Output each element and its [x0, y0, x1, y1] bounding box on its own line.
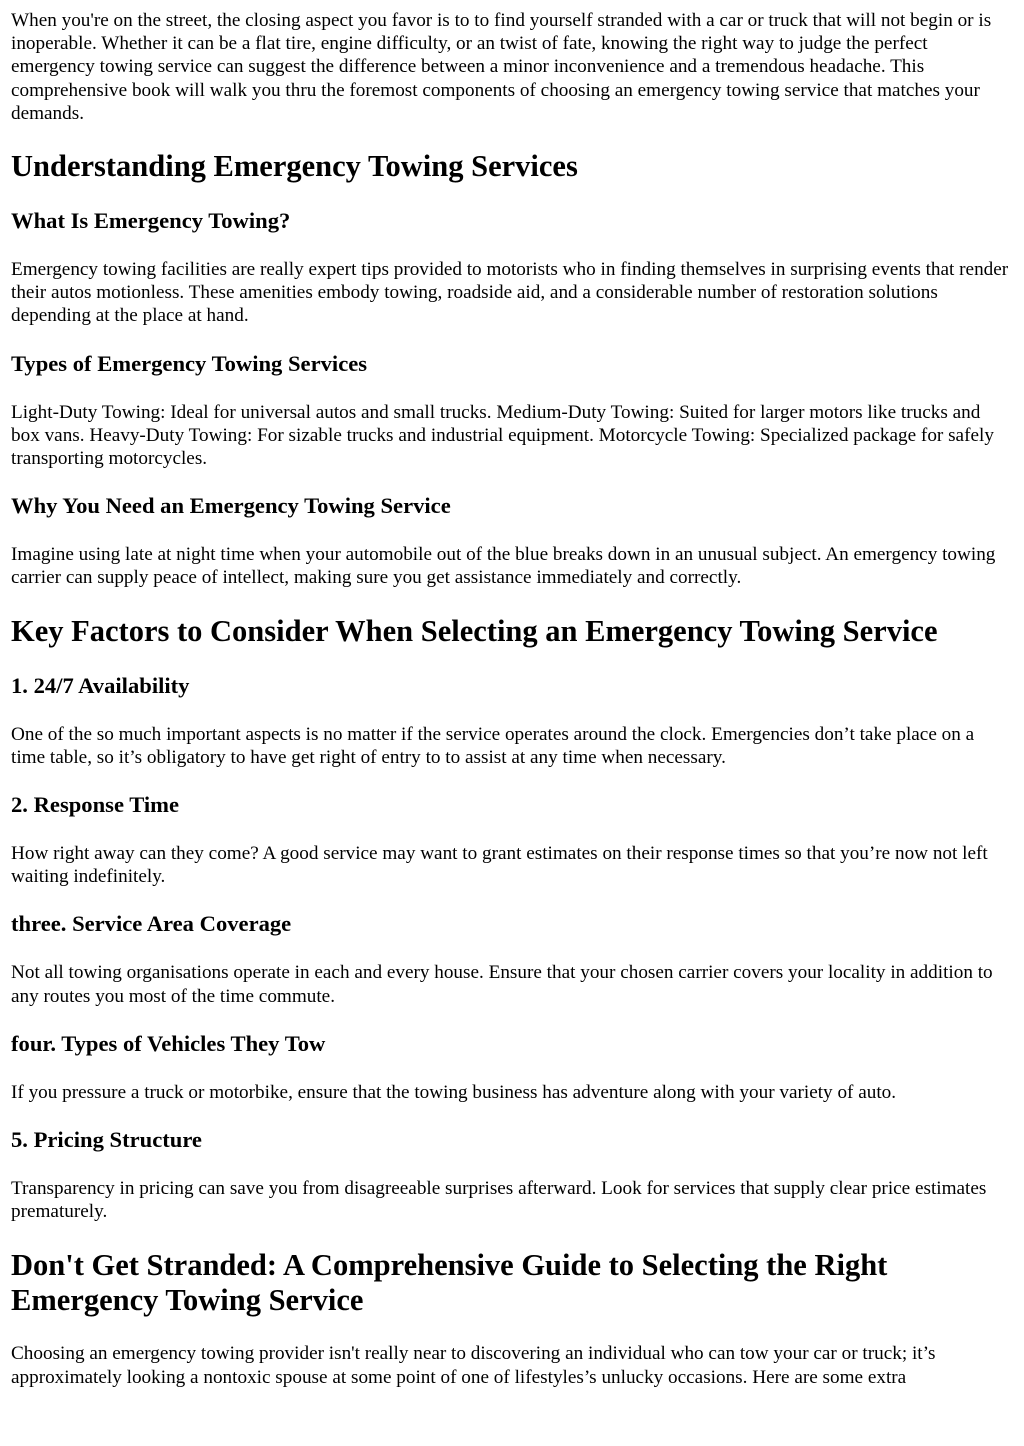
- subheading-pricing: 5. Pricing Structure: [11, 1127, 202, 1153]
- section-heading-understanding: Understanding Emergency Towing Services: [11, 149, 578, 184]
- intro-paragraph: When you're on the street, the closing aspect you favor is to to find yourself stranded with a car or truck that will not begin or is inoperable. Whether it can be a flat tire, engine difficulty, or an twist of fate, knowing the right way to judge the perfect emergency towing service can suggest the difference between a minor inconvenience and a tremendous headache. This comprehensive book will walk you thru the foremost components of choosing an emergency towing service that matches your demands.: [11, 10, 992, 124]
- subheading-why-you-need: Why You Need an Emergency Towing Service: [11, 493, 451, 519]
- paragraph-response-time: How right away can they come? A good service may want to grant estimates on their response times so that you’re now not left waiting indefinitely.: [11, 843, 988, 888]
- paragraph-pricing: Transparency in pricing can save you from disagreeable surprises afterward. Look for services that supply clear price estimates prematurely.: [11, 1178, 987, 1223]
- subheading-availability: 1. 24/7 Availability: [11, 672, 190, 698]
- subheading-what-is-towing: What Is Emergency Towing?: [11, 208, 291, 234]
- paragraph-why-you-need: Imagine using late at night time when your automobile out of the blue breaks down in an unusual subject. An emergency towing carrier can supply peace of intellect, making sure you get assistance immediately and correctly.: [11, 544, 996, 589]
- subheading-types-of-towing: Types of Emergency Towing Services: [11, 350, 368, 376]
- paragraph-vehicle-types: If you pressure a truck or motorbike, ensure that the towing business has adventure along with your variety of auto.: [11, 1081, 897, 1103]
- paragraph-availability: One of the so much important aspects is no matter if the service operates around the clock. Emergencies don’t take place on a time table, so it’s obligatory to have get right of entry to to assist at any time when necessary.: [11, 723, 975, 768]
- section-heading-key-factors: Key Factors to Consider When Selecting an Emergency Towing Service: [11, 613, 938, 648]
- section-heading-dont-get-stranded: Don't Get Stranded: A Comprehensive Guide to Selecting the Right Emergency Towing Service: [11, 1248, 888, 1318]
- paragraph-what-is-towing: Emergency towing facilities are really expert tips provided to motorists who in finding themselves in surprising events that render their autos motionless. These amenities embody towing, roadside aid, and a considerable number of restoration solutions depending at the place at hand.: [11, 259, 1009, 327]
- paragraph-dont-get-stranded: Choosing an emergency towing provider isn't really near to discovering an individual who can tow your car or truck; it’s approximately looking a nontoxic spouse at some point of one of lifestyles’s unlucky occasions. Here are some extra: [11, 1343, 936, 1388]
- subheading-vehicle-types: four. Types of Vehicles They Tow: [11, 1030, 326, 1056]
- subheading-response-time: 2. Response Time: [11, 792, 180, 818]
- paragraph-service-area: Not all towing organisations operate in each and every house. Ensure that your chosen carrier covers your locality in addition to any routes you most of the time commute.: [11, 962, 993, 1007]
- subheading-service-area: three. Service Area Coverage: [11, 911, 292, 937]
- paragraph-types-of-towing: Light-Duty Towing: Ideal for universal autos and small trucks. Medium-Duty Towing: Suited for larger motors like trucks and box vans. Heavy-Duty Towing: For sizable trucks and industrial equipment. Motorcycle Towing: Specialized package for safely transporting motorcycles.: [11, 401, 994, 470]
- article: [11, 0, 1010, 1389]
